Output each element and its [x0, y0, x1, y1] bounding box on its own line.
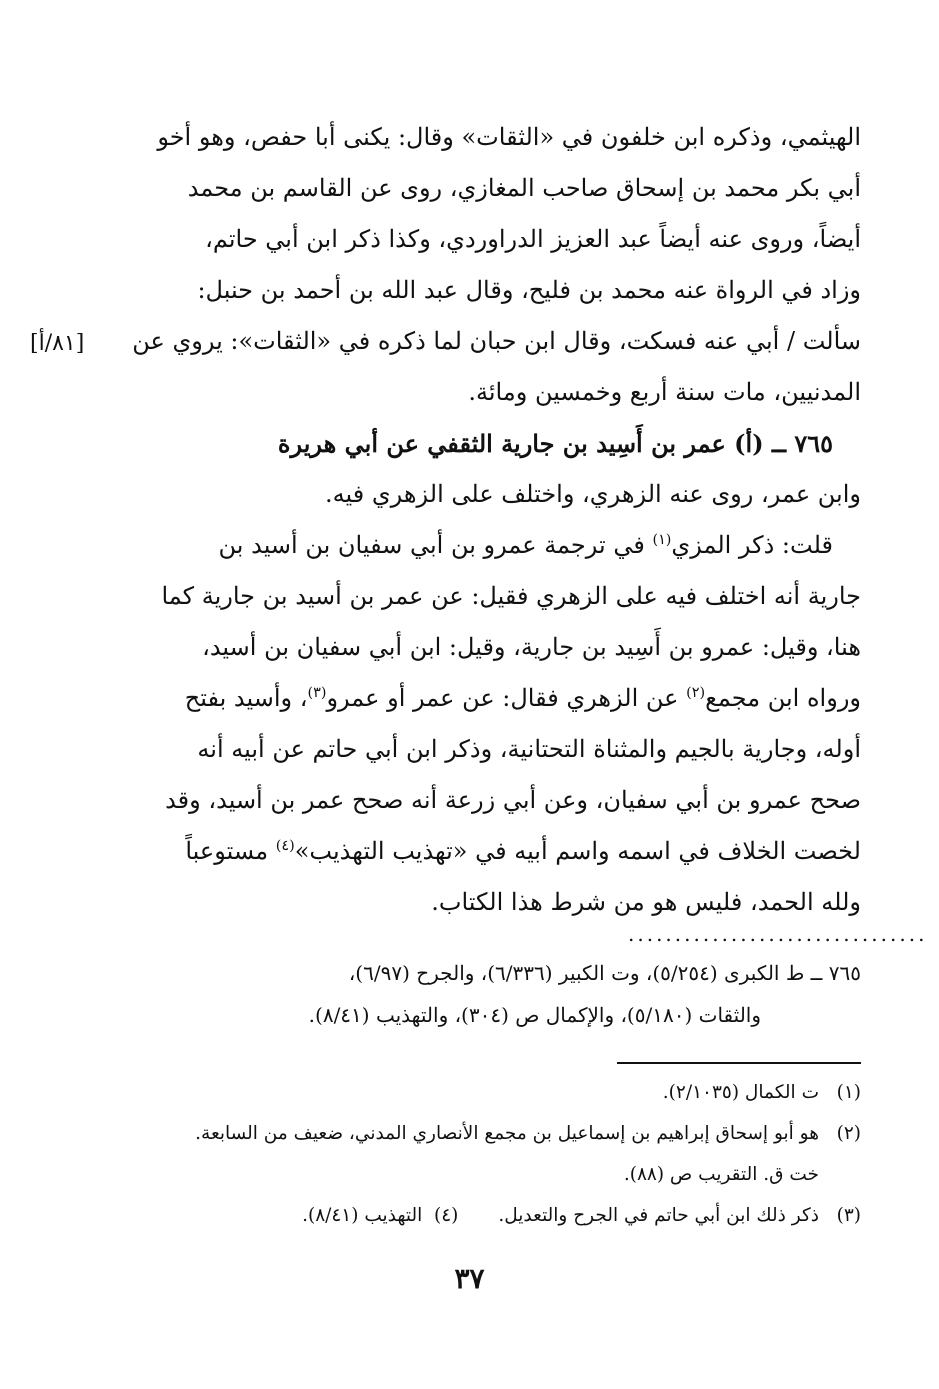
- text-line: الهيثمي، وذكره ابن خلفون في «الثقات» وقال: يكنى أبا حفص، وهو أخو: [157, 123, 861, 151]
- text-line: وابن عمر، روى عنه الزهري، واختلف على الزهري فيه.: [325, 480, 861, 508]
- main-text-block: [77, 112, 861, 928]
- footnote-text: ذكر ذلك ابن أبي حاتم في الجرح والتعديل.: [498, 1205, 819, 1226]
- source-references: [61, 952, 861, 1036]
- source-line: والثقات (٥/١٨٠)، والإكمال ص (٣٠٤)، والتهذيب (٨/٤١).: [308, 1003, 761, 1027]
- footnote-ref: (٢): [686, 685, 706, 701]
- text-line: أوله، وجارية بالجيم والمثناة التحتانية، وذكر ابن أبي حاتم عن أبيه أنه: [197, 735, 861, 763]
- text-line: سألت / أبي عنه فسكت، وقال ابن حبان لما ذكره في «الثقات»: يروي عن: [132, 327, 861, 355]
- text-line: جارية أنه اختلف فيه على الزهري فقيل: عن عمر بن أسيد بن جارية كما: [161, 582, 861, 610]
- footnote-number: [819, 1154, 861, 1195]
- separator-dots: ................................: [628, 922, 928, 946]
- footnote-text: هو أبو إسحاق إبراهيم بن إسماعيل بن مجمع الأنصاري المدني، ضعيف من السابعة.: [195, 1123, 819, 1144]
- footnote-number: (٤): [434, 1205, 459, 1226]
- footnote: [61, 1072, 861, 1113]
- footnotes: [61, 1072, 861, 1236]
- footnote-text: ت الكمال (٢/١٠٣٥).: [662, 1082, 819, 1103]
- text-span: ورواه ابن مجمع: [705, 684, 861, 712]
- footnote-text: خت ق. التقريب ص (٨٨).: [623, 1164, 819, 1185]
- text-line: هنا، وقيل: عمرو بن أَسِيد بن جارية، وقيل: ابن أبي سفيان بن أسيد،: [202, 633, 861, 661]
- source-line: ٧٦٥ ــ ط الكبرى (٥/٢٥٤)، وت الكبير (٦/٣٣٦)، والجرح (٦/٩٧)،: [348, 961, 861, 985]
- manuscript-folio-ref: [٨١/أ]: [30, 331, 85, 356]
- text-span: مستوعباً: [185, 837, 276, 865]
- footnote-number: (٢): [836, 1123, 861, 1144]
- footnote-number: (١): [836, 1082, 861, 1103]
- page-number: ٣٧: [454, 1262, 485, 1295]
- footnote-text: التهذيب (٨/٤١).: [302, 1205, 423, 1226]
- text-line: أبي بكر محمد بن إسحاق صاحب المغازي، روى عن القاسم بن محمد: [187, 174, 861, 202]
- text-line: صحح عمرو بن أبي سفيان، وعن أبي زرعة أنه صحح عمر بن أسيد، وقد: [165, 786, 861, 814]
- text-line: [77, 673, 861, 724]
- text-line: وزاد في الرواة عنه محمد بن فليح، وقال عبد الله بن أحمد بن حنبل:: [197, 276, 861, 304]
- footnote-ref: (٤): [275, 838, 295, 854]
- text-span: قلت: ذكر المزي: [671, 531, 833, 559]
- text-line: [77, 520, 861, 571]
- footnote: [61, 1195, 861, 1236]
- text-line: المدنيين، مات سنة أربع وخمسين ومائة.: [468, 378, 861, 406]
- footnote: [61, 1113, 861, 1154]
- footnote: [61, 1154, 861, 1195]
- text-line: أيضاً، وروى عنه أيضاً عبد العزيز الدراوردي، وكذا ذكر ابن أبي حاتم،: [205, 225, 861, 253]
- entry-heading-line: ٧٦٥ ــ (أ) عمر بن أَسِيد بن جارية الثقفي عن أبي هريرة: [277, 429, 833, 458]
- text-span: في ترجمة عمرو بن أبي سفيان بن أسيد بن: [218, 531, 653, 559]
- text-span: ، وأسيد بفتح: [184, 684, 308, 712]
- text-span: عن الزهري فقال: عن عمر أو عمرو: [326, 684, 687, 712]
- text-line: [77, 826, 861, 877]
- footnote-divider: [617, 1062, 861, 1064]
- footnote-text-combined: [61, 1195, 819, 1236]
- footnote-ref: (١): [652, 532, 672, 548]
- footnote-ref: (٣): [307, 685, 327, 701]
- text-span: لخصت الخلاف في اسمه واسم أبيه في «تهذيب التهذيب»: [294, 837, 861, 865]
- text-line: ولله الحمد، فليس هو من شرط هذا الكتاب.: [431, 888, 861, 916]
- footnote-number: (٣): [836, 1205, 861, 1226]
